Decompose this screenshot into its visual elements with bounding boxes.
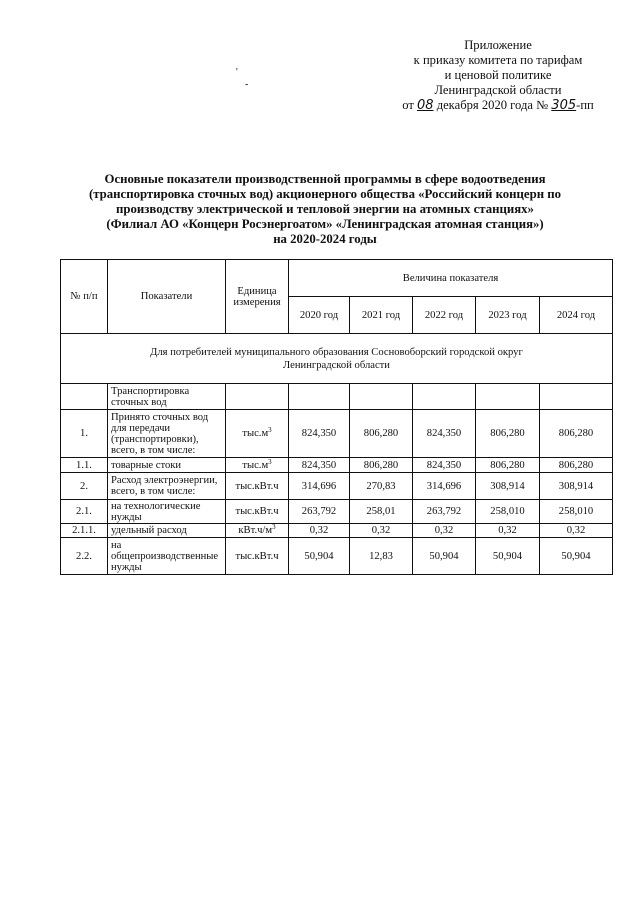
appendix-block (382, 38, 614, 113)
row-name: Расход электроэнергии, всего, в том числе: (108, 473, 226, 500)
row-value (540, 384, 613, 410)
table-row (61, 500, 613, 524)
row-value: 806,280 (350, 410, 413, 458)
row-value: 314,696 (289, 473, 350, 500)
row-value: 258,010 (540, 500, 613, 524)
row-unit: $кВт.ч/м^3$ (226, 524, 289, 538)
order-number-handwritten: 305 (551, 98, 577, 113)
row-value: 258,01 (350, 500, 413, 524)
row-value: 0,32 (289, 524, 350, 538)
section-line-2: Ленинградской области (283, 359, 390, 371)
row-name: Принято сточных вод для передачи (транспортировки), всего, в том числе: (108, 410, 226, 458)
row-value: 806,280 (540, 410, 613, 458)
year-header: 2022 год (413, 297, 476, 334)
row-unit: $тыс.м^3$ (226, 410, 289, 458)
row-value: 0,32 (350, 524, 413, 538)
row-value: 824,350 (289, 410, 350, 458)
year-header: 2021 год (350, 297, 413, 334)
title-line-1: Основные показатели производственной программы в сфере водоотведения (104, 172, 546, 186)
year-header: 2023 год (476, 297, 540, 334)
appendix-line-2: к приказу комитета по тарифам (413, 53, 583, 67)
section-line-1: Для потребителей муниципального образования Сосновоборский городской округ (150, 346, 523, 358)
row-value: 806,280 (476, 458, 540, 473)
row-value: 50,904 (540, 538, 613, 575)
appendix-line-3: и ценовой политике (444, 68, 552, 82)
row-num: 2. (61, 473, 108, 500)
table-row (61, 524, 613, 538)
row-value: 824,350 (413, 410, 476, 458)
table-row (61, 473, 613, 500)
table-row (61, 538, 613, 575)
document-title (80, 172, 570, 247)
title-line-4: (Филиал АО «Концерн Росэнергоатом» «Ленинградская атомная станция») (106, 217, 544, 231)
row-unit: тыс.кВт.ч (226, 500, 289, 524)
row-value: 270,83 (350, 473, 413, 500)
appendix-line-1: Приложение (464, 38, 532, 52)
table-row (61, 458, 613, 473)
row-num (61, 384, 108, 410)
title-line-5: на 2020-2024 годы (273, 232, 377, 246)
table-row (61, 384, 613, 410)
row-name: на технологические нужды (108, 500, 226, 524)
row-unit: $тыс.м^3$ (226, 458, 289, 473)
row-num: 2.1.1. (61, 524, 108, 538)
row-name: удельный расход (108, 524, 226, 538)
indicators-table (60, 259, 613, 575)
row-value: 806,280 (350, 458, 413, 473)
order-suffix: -пп (576, 98, 594, 112)
row-value: 263,792 (289, 500, 350, 524)
row-num: 1. (61, 410, 108, 458)
row-unit: тыс.кВт.ч (226, 473, 289, 500)
row-value: 308,914 (476, 473, 540, 500)
row-value: 0,32 (476, 524, 540, 538)
header-indicator: Показатели (108, 260, 226, 334)
title-line-2: (транспортировка сточных вод) акционерного общества «Российский концерн по (88, 187, 562, 201)
header-value: Величина показателя (289, 260, 613, 297)
scan-mark: - (245, 79, 249, 90)
row-value: 0,32 (540, 524, 613, 538)
scan-mark: ' (236, 67, 238, 78)
table-row (61, 410, 613, 458)
row-value: 824,350 (413, 458, 476, 473)
row-value: 258,010 (476, 500, 540, 524)
row-value: 50,904 (289, 538, 350, 575)
appendix-line-4: Ленинградской области (434, 83, 562, 97)
row-value: 806,280 (476, 410, 540, 458)
date-prefix: от (402, 98, 414, 112)
header-num: № п/п (61, 260, 108, 334)
row-value: 50,904 (476, 538, 540, 575)
row-num: 1.1. (61, 458, 108, 473)
row-value: 308,914 (540, 473, 613, 500)
row-value: 806,280 (540, 458, 613, 473)
appendix-date-line (382, 98, 614, 113)
row-name: Транспортировка сточных вод (108, 384, 226, 410)
row-num: 2.2. (61, 538, 108, 575)
row-name: товарные стоки (108, 458, 226, 473)
date-middle: декабря 2020 года № (436, 98, 549, 112)
row-value (289, 384, 350, 410)
row-name: на общепроизводственные нужды (108, 538, 226, 575)
row-value: 824,350 (289, 458, 350, 473)
row-num: 2.1. (61, 500, 108, 524)
row-value: 314,696 (413, 473, 476, 500)
section-header (61, 334, 613, 384)
row-unit (226, 384, 289, 410)
row-value (413, 384, 476, 410)
row-value: 263,792 (413, 500, 476, 524)
year-header: 2020 год (289, 297, 350, 334)
row-value (350, 384, 413, 410)
row-value (476, 384, 540, 410)
header-unit: Единица измерения (226, 260, 289, 334)
year-header: 2024 год (540, 297, 613, 334)
title-line-3: производству электрической и тепловой энергии на атомных станциях» (116, 202, 534, 216)
row-value: 12,83 (350, 538, 413, 575)
row-value: 50,904 (413, 538, 476, 575)
date-day-handwritten: 08 (416, 98, 434, 113)
row-value: 0,32 (413, 524, 476, 538)
row-unit: тыс.кВт.ч (226, 538, 289, 575)
